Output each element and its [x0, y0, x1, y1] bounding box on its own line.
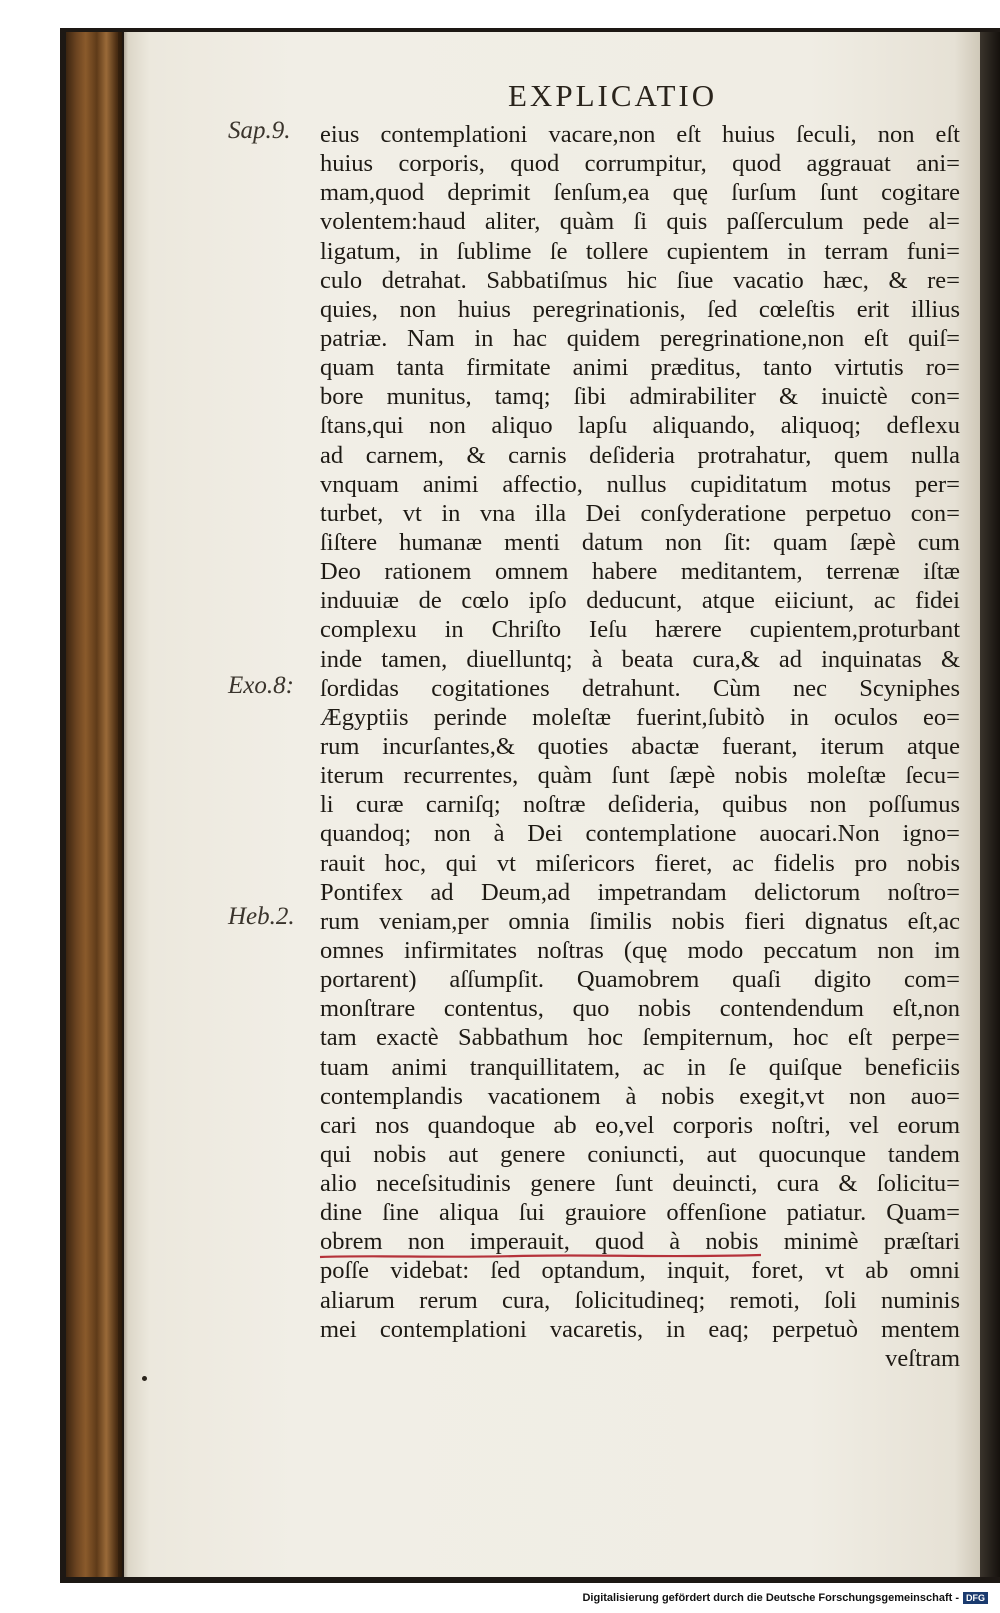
text-line: poſſe videbat: ſed optandum, inquit, foret, vt ab omni — [320, 1257, 960, 1285]
text-line: induuiæ de cœlo ipſo deducunt, atque eiiciunt, ac fidei — [320, 587, 960, 615]
text-line: Ægyptiis perinde moleſtæ fuerint,ſubitò in oculos eo= — [320, 703, 960, 731]
marginal-note-exo: Exo.8: — [228, 672, 294, 699]
book-right-edge — [980, 32, 1000, 1577]
text-line: ſiſtere humanæ menti datum non ſit: quam ſæpè cum — [320, 528, 960, 556]
gutter-shadow — [118, 32, 128, 1577]
text-line: aliarum rerum cura, ſolicitudineq; remoti, ſoli numinis — [320, 1286, 960, 1314]
text-line: complexu in Chriſto Ieſu hærere cupientem,proturbant — [320, 616, 960, 644]
text-line: contemplandis vacationem à nobis exegit,vt non auo= — [320, 1082, 960, 1110]
marginal-note-heb: Heb.2. — [228, 903, 295, 930]
running-head: EXPLICATIO — [508, 78, 718, 113]
text-line: iterum recurrentes, quàm ſunt ſæpè nobis moleſtæ ſecu= — [320, 762, 960, 790]
ink-spot — [142, 1376, 147, 1381]
text-line: monſtrare contentus, quo nobis contendendum eſt,non — [320, 995, 960, 1023]
text-line: rum incurſantes,& quoties abactæ fuerant, iterum atque — [320, 732, 960, 760]
text-line: ligatum, in ſublime ſe tollere cupientem in terram funi= — [320, 237, 960, 265]
text-line: Pontifex ad Deum,ad impetrandam delictorum noſtro= — [320, 878, 960, 906]
text-line: eius contemplationi vacare,non eſt huius ſeculi, non eſt — [320, 121, 960, 148]
text-line: ſordidas cogitationes detrahunt. Cùm nec Scyniphes — [320, 674, 960, 702]
digitization-credit — [582, 1592, 988, 1604]
text-line: quandoq; non à Dei contemplatione auocari.Non igno= — [320, 820, 960, 848]
text-line: bore munitus, tamq; ſibi admirabiliter & inuictè con= — [320, 383, 960, 411]
text-line: Deo rationem omnem habere meditantem, terrenæ iſtæ — [320, 558, 960, 586]
text-line: quies, non huius peregrinationis, ſed cœleſtis erit illius — [320, 295, 960, 323]
text-line: huius corporis, quod corrumpitur, quod aggrauat ani= — [320, 150, 960, 178]
text-line: culo detrahat. Sabbatiſmus hic ſiue vacatio hæc, & re= — [320, 266, 960, 294]
text-line: ſtans,qui non aliquo lapſu aliquando, aliquoq; deflexu — [320, 412, 960, 440]
text-line: omnes infirmitates noſtras (quę modo peccatum non im — [320, 936, 960, 964]
text-line: volentem:haud aliter, quàm ſi quis paſſerculum pede al= — [320, 208, 960, 236]
text-line: ad carnem, & carnis deſideria protrahatur, quem nulla — [320, 441, 960, 469]
text-line: mam,quod deprimit ſenſum,ea quę ſurſum ſunt cogitare — [320, 179, 960, 207]
text-line: portarent) aſſumpſit. Quamobrem quaſi digito com= — [320, 966, 960, 994]
text-line: rauit hoc, qui vt miſericors fieret, ac fidelis pro nobis — [320, 849, 960, 877]
text-line: patriæ. Nam in hac quidem peregrinatione,non eſt quiſ= — [320, 324, 960, 352]
text-line: tuam animi tranquillitatem, ac in ſe quiſque beneficiis — [320, 1053, 960, 1081]
text-line: inde tamen, diuelluntq; à beata cura,& ad inquinatas & — [320, 645, 960, 673]
text-line: tam exactè Sabbathum hoc ſempiternum, hoc eſt perpe= — [320, 1024, 960, 1052]
text-line: cari nos quandoque ab eo,vel corporis noſtri, vel eorum — [320, 1111, 960, 1139]
text-line: quam tanta firmitate animi præditus, tanto virtutis ro= — [320, 354, 960, 382]
text-line: alio neceſsitudinis genere ſunt deuincti, cura & ſolicitu= — [320, 1170, 960, 1198]
text-line: rum veniam,per omnia ſimilis nobis fieri dignatus eſt,ac — [320, 907, 960, 935]
text-line: dine ſine aliqua ſui grauiore offenſione patiatur. Quam= — [320, 1199, 960, 1227]
book-page-edges — [66, 32, 122, 1577]
text-line: li curæ carniſq; noſtræ deſideria, quibus non poſſumus — [320, 791, 960, 819]
text-line: turbet, vt in vna illa Dei conſyderatione perpetuo con= — [320, 499, 960, 527]
credit-text: Digitalisierung gefördert durch die Deutsche Forschungsgemeinschaft - — [582, 1592, 959, 1604]
text-line: obrem non imperauit, quod à nobis minimè præſtari — [320, 1228, 960, 1256]
text-line: qui nobis aut genere coniuncti, aut quocunque tandem — [320, 1140, 960, 1168]
marginal-note-sap: Sap.9. — [228, 117, 291, 144]
body-text — [320, 120, 960, 1373]
text-line: mei contemplationi vacaretis, in eaq; perpetuò mentem — [320, 1315, 960, 1343]
red-ink-underline — [318, 1252, 763, 1260]
text-line: veſtram — [885, 1344, 960, 1372]
text-line: vnquam animi affectio, nullus cupiditatum motus per= — [320, 470, 960, 498]
dfg-logo: DFG — [963, 1592, 988, 1604]
